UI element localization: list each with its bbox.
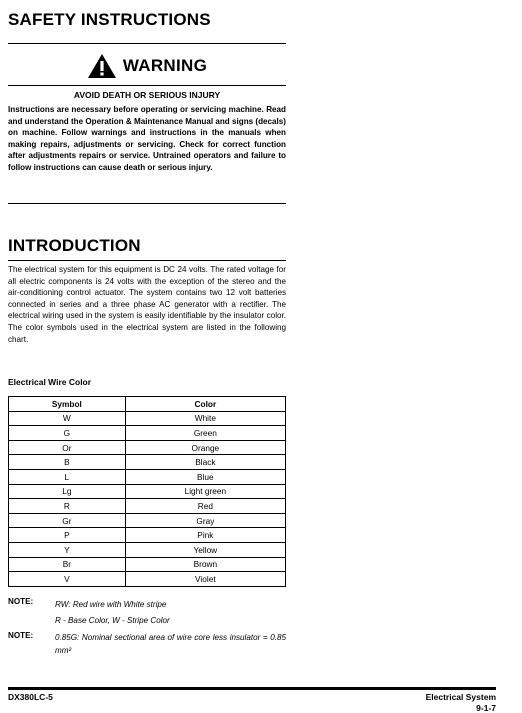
symbol-cell: Gr bbox=[9, 513, 126, 528]
table-row bbox=[9, 440, 286, 455]
color-cell: Green bbox=[125, 426, 285, 441]
color-cell: Red bbox=[125, 499, 285, 514]
color-cell: Violet bbox=[125, 572, 285, 587]
wire-color-table-title: Electrical Wire Color bbox=[8, 377, 92, 387]
warning-triangle-icon bbox=[87, 53, 117, 79]
table-row bbox=[9, 513, 286, 528]
symbol-cell: Lg bbox=[9, 484, 126, 499]
table-row bbox=[9, 469, 286, 484]
color-cell: Light green bbox=[125, 484, 285, 499]
symbol-cell: Br bbox=[9, 557, 126, 572]
color-cell: Black bbox=[125, 455, 285, 470]
symbol-cell: L bbox=[9, 469, 126, 484]
symbol-cell: P bbox=[9, 528, 126, 543]
avoid-death-heading: AVOID DEATH OR SERIOUS INJURY bbox=[73, 90, 221, 100]
table-row bbox=[9, 455, 286, 470]
divider bbox=[8, 203, 286, 204]
divider bbox=[8, 43, 286, 44]
note-line: RW: Red wire with White stripe bbox=[55, 600, 167, 609]
footer-section: Electrical System bbox=[425, 692, 496, 702]
table-row bbox=[9, 426, 286, 441]
color-cell: Brown bbox=[125, 557, 285, 572]
table-row bbox=[9, 528, 286, 543]
warning-box bbox=[8, 48, 286, 84]
note-sectional-area bbox=[8, 631, 286, 661]
color-cell: Yellow bbox=[125, 542, 285, 557]
note-wire-stripe bbox=[8, 597, 286, 631]
note-label: NOTE: bbox=[8, 631, 34, 640]
introduction-body: The electrical system for this equipment is DC 24 volts. The rated voltage for all electric components is 24 volts with the exception of the stereo and the air-conditioning control actuator. The system contains two 12 volt batteries connected in series and a three phase AC generator with a rectifier. The electrical wiring used in the system is easily identifiable by the insulator color. The color symbols used in the electrical system are listed in the following chart. bbox=[8, 265, 286, 344]
color-cell: White bbox=[125, 411, 285, 426]
color-cell: Gray bbox=[125, 513, 285, 528]
table-row bbox=[9, 557, 286, 572]
symbol-cell: Or bbox=[9, 440, 126, 455]
wire-color-table bbox=[8, 396, 286, 587]
symbol-cell: B bbox=[9, 455, 126, 470]
note-line: 0.85G: Nominal sectional area of wire core less insulator = 0.85 mm² bbox=[55, 633, 286, 655]
color-cell: Orange bbox=[125, 440, 285, 455]
introduction-title: INTRODUCTION bbox=[8, 236, 141, 255]
symbol-cell: V bbox=[9, 572, 126, 587]
warning-body: Instructions are necessary before operating or servicing machine. Read and understand the Operation & Maintenance Manual and signs (decals) on machine. Follow warnings and instructions in the manuals when making repairs, adjustments or servicing. Check for correct function after adjustments repairs or service. Untrained operators and failure to follow instructions can cause death or serious injury. bbox=[8, 105, 286, 172]
color-cell: Blue bbox=[125, 469, 285, 484]
note-label: NOTE: bbox=[8, 597, 34, 606]
symbol-cell: G bbox=[9, 426, 126, 441]
divider bbox=[8, 85, 286, 86]
table-row bbox=[9, 499, 286, 514]
symbol-cell: W bbox=[9, 411, 126, 426]
color-cell: Pink bbox=[125, 528, 285, 543]
footer-rule bbox=[8, 687, 496, 690]
note-line: R - Base Color, W - Stripe Color bbox=[55, 616, 170, 625]
safety-title: SAFETY INSTRUCTIONS bbox=[8, 10, 211, 29]
header-symbol: Symbol bbox=[9, 397, 126, 412]
header-color: Color bbox=[125, 397, 285, 412]
symbol-cell: R bbox=[9, 499, 126, 514]
table-row bbox=[9, 411, 286, 426]
symbol-cell: Y bbox=[9, 542, 126, 557]
table-row bbox=[9, 572, 286, 587]
table-row bbox=[9, 542, 286, 557]
footer-model: DX380LC-5 bbox=[8, 692, 53, 702]
warning-label: WARNING bbox=[122, 56, 208, 75]
table-row bbox=[9, 484, 286, 499]
divider bbox=[8, 260, 286, 261]
footer-page-number: 9-1-7 bbox=[476, 703, 496, 713]
